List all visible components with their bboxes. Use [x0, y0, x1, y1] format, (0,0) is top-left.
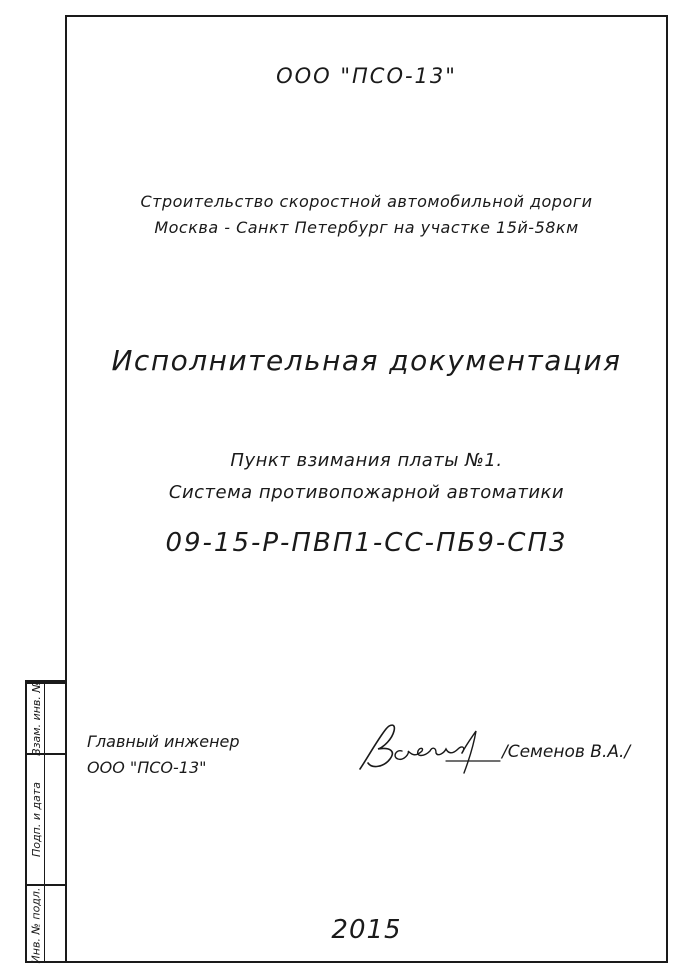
document-code: 09-15-Р-ПВП1-СС-ПБ9-СП3: [165, 528, 568, 558]
signatory-position: [87, 729, 240, 781]
stamp-label-original-inv: Инв. № подл.: [29, 887, 43, 964]
stamp-label-signature-date: Подп. и дата: [29, 782, 43, 857]
drawing-frame: [65, 15, 668, 963]
position-line-2: ООО "ПСО-13": [87, 758, 207, 777]
position-line-1: Главный инженер: [87, 732, 240, 751]
stamp-cell-replacement-inv: [27, 681, 67, 756]
project-description: [67, 189, 666, 241]
stamp-cell-original-inv: [27, 884, 67, 965]
subject-line-2: Система противопожарной автоматики: [168, 482, 565, 503]
document-subject: [67, 445, 666, 509]
document-title: Исполнительная документация: [111, 344, 622, 377]
project-line-1: Строительство скоростной автомобильной дороги: [140, 192, 593, 211]
subject-line-1: Пункт взимания платы №1.: [230, 450, 503, 471]
handwritten-signature: [350, 717, 510, 777]
side-stamp: [25, 680, 67, 963]
stamp-cell-signature-date: [27, 753, 67, 884]
project-line-2: Москва - Санкт Петербург на участке 15й-58км: [154, 218, 579, 237]
signatory-name: /Семенов В.А./: [502, 742, 631, 762]
document-year: 2015: [331, 915, 402, 945]
stamp-label-replacement-inv: Взам. инв. №: [29, 681, 43, 756]
company-header: ООО "ПСО-13": [276, 64, 457, 88]
